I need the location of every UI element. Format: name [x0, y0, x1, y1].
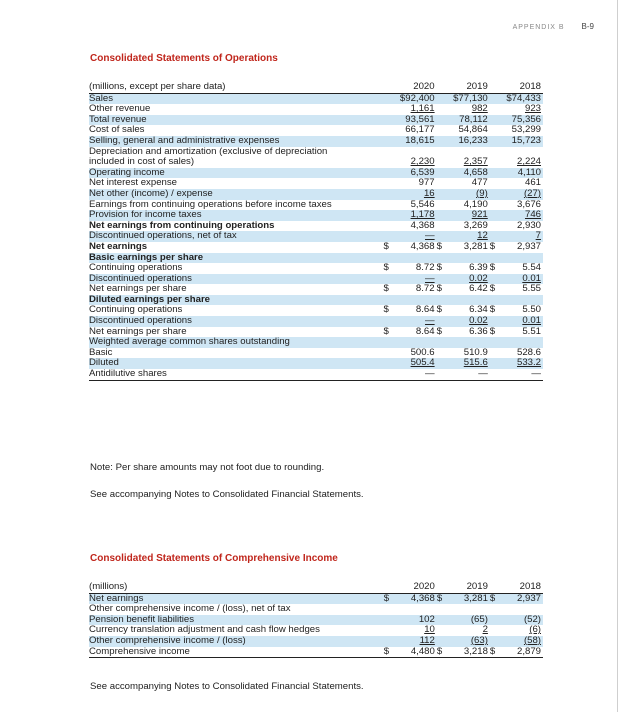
cell-value: — — [383, 274, 436, 285]
cell-value: 2 — [482, 624, 488, 636]
row-label: Selling, general and administrative expenses — [89, 136, 383, 147]
cell-value: 0.01 — [490, 316, 543, 327]
currency-sign: $ — [436, 645, 443, 657]
comprehensive-header-row — [89, 582, 543, 593]
row-label: Comprehensive income — [89, 647, 384, 658]
row-label: Diluted — [89, 358, 383, 369]
cell-value: 746 — [490, 210, 543, 221]
cell-value-text: 2,937 — [516, 592, 541, 604]
row-label: Net earnings from continuing operations — [89, 219, 275, 231]
currency-sign: $ — [489, 262, 496, 274]
currency-sign: $ — [383, 283, 389, 295]
cell-value-text: 4,480 — [410, 645, 435, 657]
cell-value: $92,400 — [383, 93, 436, 104]
currency-sign: $ — [436, 325, 442, 337]
currency-sign: $ — [436, 592, 443, 604]
currency-sign: $ — [383, 262, 389, 274]
cell-value: 5,546 — [410, 198, 435, 210]
cell-value: 923 — [524, 103, 541, 115]
cell-value — [437, 327, 490, 338]
year-header: 2018 — [519, 581, 541, 592]
cell-value: 1,178 — [383, 210, 436, 221]
cell-value: 505.4 — [383, 358, 436, 369]
cell-value-text: 5.54 — [522, 262, 541, 274]
cell-value: (58) — [490, 636, 543, 647]
cell-value: 3,676 — [516, 198, 541, 210]
row-label: Net earnings per share — [89, 325, 187, 337]
table-row — [89, 147, 543, 168]
row-label: Discontinued operations, net of tax — [89, 231, 383, 242]
currency-sign: $ — [489, 325, 496, 337]
appendix-label: APPENDIX B — [512, 24, 565, 31]
cell-value: — — [437, 369, 490, 380]
row-label: Sales — [89, 93, 383, 104]
row-label: Diluted earnings per share — [89, 295, 383, 306]
cell-value: 18,615 — [383, 136, 436, 147]
row-label: Antidilutive shares — [89, 369, 383, 380]
cell-value-text: 5.51 — [522, 325, 541, 337]
cell-value: 4,658 — [437, 168, 490, 179]
cell-value: 477 — [471, 177, 488, 189]
cell-value-text: 3,218 — [463, 645, 488, 657]
currency-sign: $ — [383, 325, 389, 337]
table-row — [89, 369, 543, 380]
cell-value: 977 — [418, 177, 435, 189]
cell-value-text: 6.36 — [469, 325, 488, 337]
cell-value: (9) — [437, 189, 490, 200]
currency-sign: $ — [436, 240, 442, 252]
row-label: Continuing operations — [89, 262, 183, 274]
currency-sign: $ — [383, 645, 390, 657]
cell-value: 4,368 — [410, 219, 435, 231]
cell-value: — — [383, 316, 436, 327]
cell-value — [384, 593, 437, 604]
cell-value: 78,112 — [437, 115, 490, 126]
cell-value — [490, 327, 543, 338]
row-label-line1: Depreciation and amortization (exclusive of depreciation — [89, 145, 328, 157]
cell-value: 4,110 — [490, 168, 543, 179]
row-label-line2: included in cost of sales) — [89, 156, 195, 168]
cell-value-text: 2,879 — [516, 645, 541, 657]
row-label: Net interest expense — [89, 177, 177, 189]
operations-title: Consolidated Statements of Operations — [90, 53, 278, 64]
cell-value-text: 3,281 — [463, 592, 488, 604]
cell-value: 6,539 — [383, 168, 436, 179]
operations-header-row — [89, 82, 543, 93]
cell-value: 102 — [384, 615, 437, 626]
cell-value: 0.02 — [437, 274, 490, 285]
cell-value — [383, 284, 436, 295]
cell-value-text: 6.39 — [469, 262, 488, 274]
cell-value: 2,224 — [516, 156, 541, 168]
currency-sign: $ — [383, 240, 389, 252]
cell-value: 528.6 — [516, 346, 541, 358]
row-label — [89, 147, 383, 168]
row-label: Weighted average common shares outstanding — [89, 337, 383, 348]
cell-value — [437, 593, 490, 604]
currency-sign: $ — [489, 240, 496, 252]
year-header: 2019 — [466, 81, 488, 92]
row-label: Continuing operations — [89, 304, 183, 316]
cell-value: 93,561 — [383, 115, 436, 126]
cell-value: 0.01 — [490, 274, 543, 285]
cell-value-text: 2,937 — [516, 240, 541, 252]
cell-value: 515.6 — [437, 358, 490, 369]
cell-value: (63) — [437, 636, 490, 647]
row-label: Net earnings per share — [89, 283, 187, 295]
cell-value: $74,433 — [490, 93, 543, 104]
cell-value — [384, 647, 437, 658]
cell-value-text: 8.64 — [415, 304, 435, 316]
cell-value: 112 — [384, 636, 437, 647]
year-header: 2018 — [519, 81, 541, 92]
row-label: Net earnings — [89, 240, 148, 252]
cell-value: 510.9 — [463, 346, 488, 358]
column-label: (millions, except per share data) — [89, 81, 226, 92]
operations-table — [89, 82, 543, 381]
currency-sign: $ — [489, 304, 496, 316]
cell-value: 54,864 — [458, 124, 488, 136]
year-header: 2019 — [466, 581, 488, 592]
cell-value: 533.2 — [490, 358, 543, 369]
row-label: Operating income — [89, 168, 383, 179]
cell-value: $77,130 — [437, 93, 490, 104]
cell-value: 15,723 — [490, 136, 543, 147]
cell-value: — — [490, 369, 543, 380]
cell-value — [490, 647, 543, 658]
row-label: Basic earnings per share — [89, 253, 383, 264]
cell-value: 16,233 — [437, 136, 490, 147]
column-label: (millions) — [89, 581, 128, 592]
row-label: Pension benefit liabilities — [89, 615, 384, 626]
cell-value — [490, 242, 543, 253]
comprehensive-notes-reference: See accompanying Notes to Consolidated Financial Statements. — [90, 681, 364, 692]
row-label: Net earnings — [89, 593, 384, 604]
row-label: Discontinued operations — [89, 316, 383, 327]
cell-value: 500.6 — [410, 346, 435, 358]
row-label: Provision for income taxes — [89, 210, 383, 221]
cell-value: 53,299 — [511, 124, 541, 136]
currency-sign: $ — [436, 304, 442, 316]
row-label: Other comprehensive income / (loss), net of tax — [89, 603, 291, 615]
row-label: Cost of sales — [89, 124, 145, 136]
cell-value: 1,161 — [410, 103, 435, 115]
currency-sign: $ — [489, 592, 496, 604]
cell-value: 2,230 — [410, 156, 435, 168]
cell-value-text: 8.72 — [415, 283, 435, 295]
row-label: Total revenue — [89, 115, 383, 126]
cell-value: — — [383, 369, 436, 380]
row-label: Other revenue — [89, 103, 151, 115]
cell-value-text: 6.42 — [469, 283, 488, 295]
cell-value: 66,177 — [405, 124, 435, 136]
cell-value-text: 4,368 — [410, 240, 435, 252]
notes-reference: See accompanying Notes to Consolidated Financial Statements. — [90, 489, 364, 500]
rounding-note: Note: Per share amounts may not foot due to rounding. — [90, 462, 325, 473]
currency-sign: $ — [489, 645, 496, 657]
cell-value: 0.02 — [437, 316, 490, 327]
cell-value: (52) — [490, 615, 543, 626]
year-header: 2020 — [413, 81, 435, 92]
table-row — [89, 189, 543, 200]
currency-sign: $ — [489, 283, 496, 295]
cell-value: 2,930 — [516, 219, 541, 231]
table-row — [89, 242, 543, 253]
cell-value — [437, 242, 490, 253]
currency-sign: $ — [436, 283, 442, 295]
cell-value — [490, 593, 543, 604]
cell-value-text: 4,368 — [410, 592, 435, 604]
page-number: B-9 — [581, 22, 594, 31]
cell-value: 921 — [437, 210, 490, 221]
cell-value — [490, 284, 543, 295]
cell-value: (6) — [529, 624, 541, 636]
table-row — [89, 647, 543, 658]
cell-value — [437, 647, 490, 658]
cell-value: 75,356 — [490, 115, 543, 126]
cell-value: (65) — [437, 615, 490, 626]
comprehensive-title: Consolidated Statements of Comprehensive Income — [90, 553, 338, 564]
cell-value: 12 — [437, 231, 490, 242]
year-header: 2020 — [413, 581, 435, 592]
cell-value: 2,357 — [463, 156, 488, 168]
cell-value: (27) — [490, 189, 543, 200]
cell-value — [437, 284, 490, 295]
cell-value: 4,190 — [463, 198, 488, 210]
row-label: Discontinued operations — [89, 274, 383, 285]
currency-sign: $ — [383, 592, 390, 604]
page-header — [513, 22, 594, 31]
cell-value: 7 — [490, 231, 543, 242]
cell-value: 3,269 — [463, 219, 488, 231]
cell-value: 16 — [383, 189, 436, 200]
row-label: Basic — [89, 346, 113, 358]
row-label: Other comprehensive income / (loss) — [89, 636, 384, 647]
cell-value: 10 — [424, 624, 435, 636]
cell-value-text: 6.34 — [469, 304, 488, 316]
cell-value-text: 8.72 — [415, 262, 435, 274]
cell-value-text: 3,281 — [463, 240, 488, 252]
row-label: Net other (income) / expense — [89, 189, 383, 200]
currency-sign: $ — [383, 304, 389, 316]
comprehensive-table — [89, 582, 543, 658]
cell-value: 461 — [524, 177, 541, 189]
currency-sign: $ — [436, 262, 442, 274]
cell-value — [383, 242, 436, 253]
cell-value: 982 — [471, 103, 488, 115]
row-label: Earnings from continuing operations before income taxes — [89, 198, 332, 210]
cell-value-text: 5.55 — [522, 283, 541, 295]
cell-value-text: 8.64 — [415, 325, 435, 337]
row-label: Currency translation adjustment and cash flow hedges — [89, 624, 320, 636]
cell-value — [383, 327, 436, 338]
cell-value: — — [383, 231, 436, 242]
cell-value-text: 5.50 — [522, 304, 541, 316]
